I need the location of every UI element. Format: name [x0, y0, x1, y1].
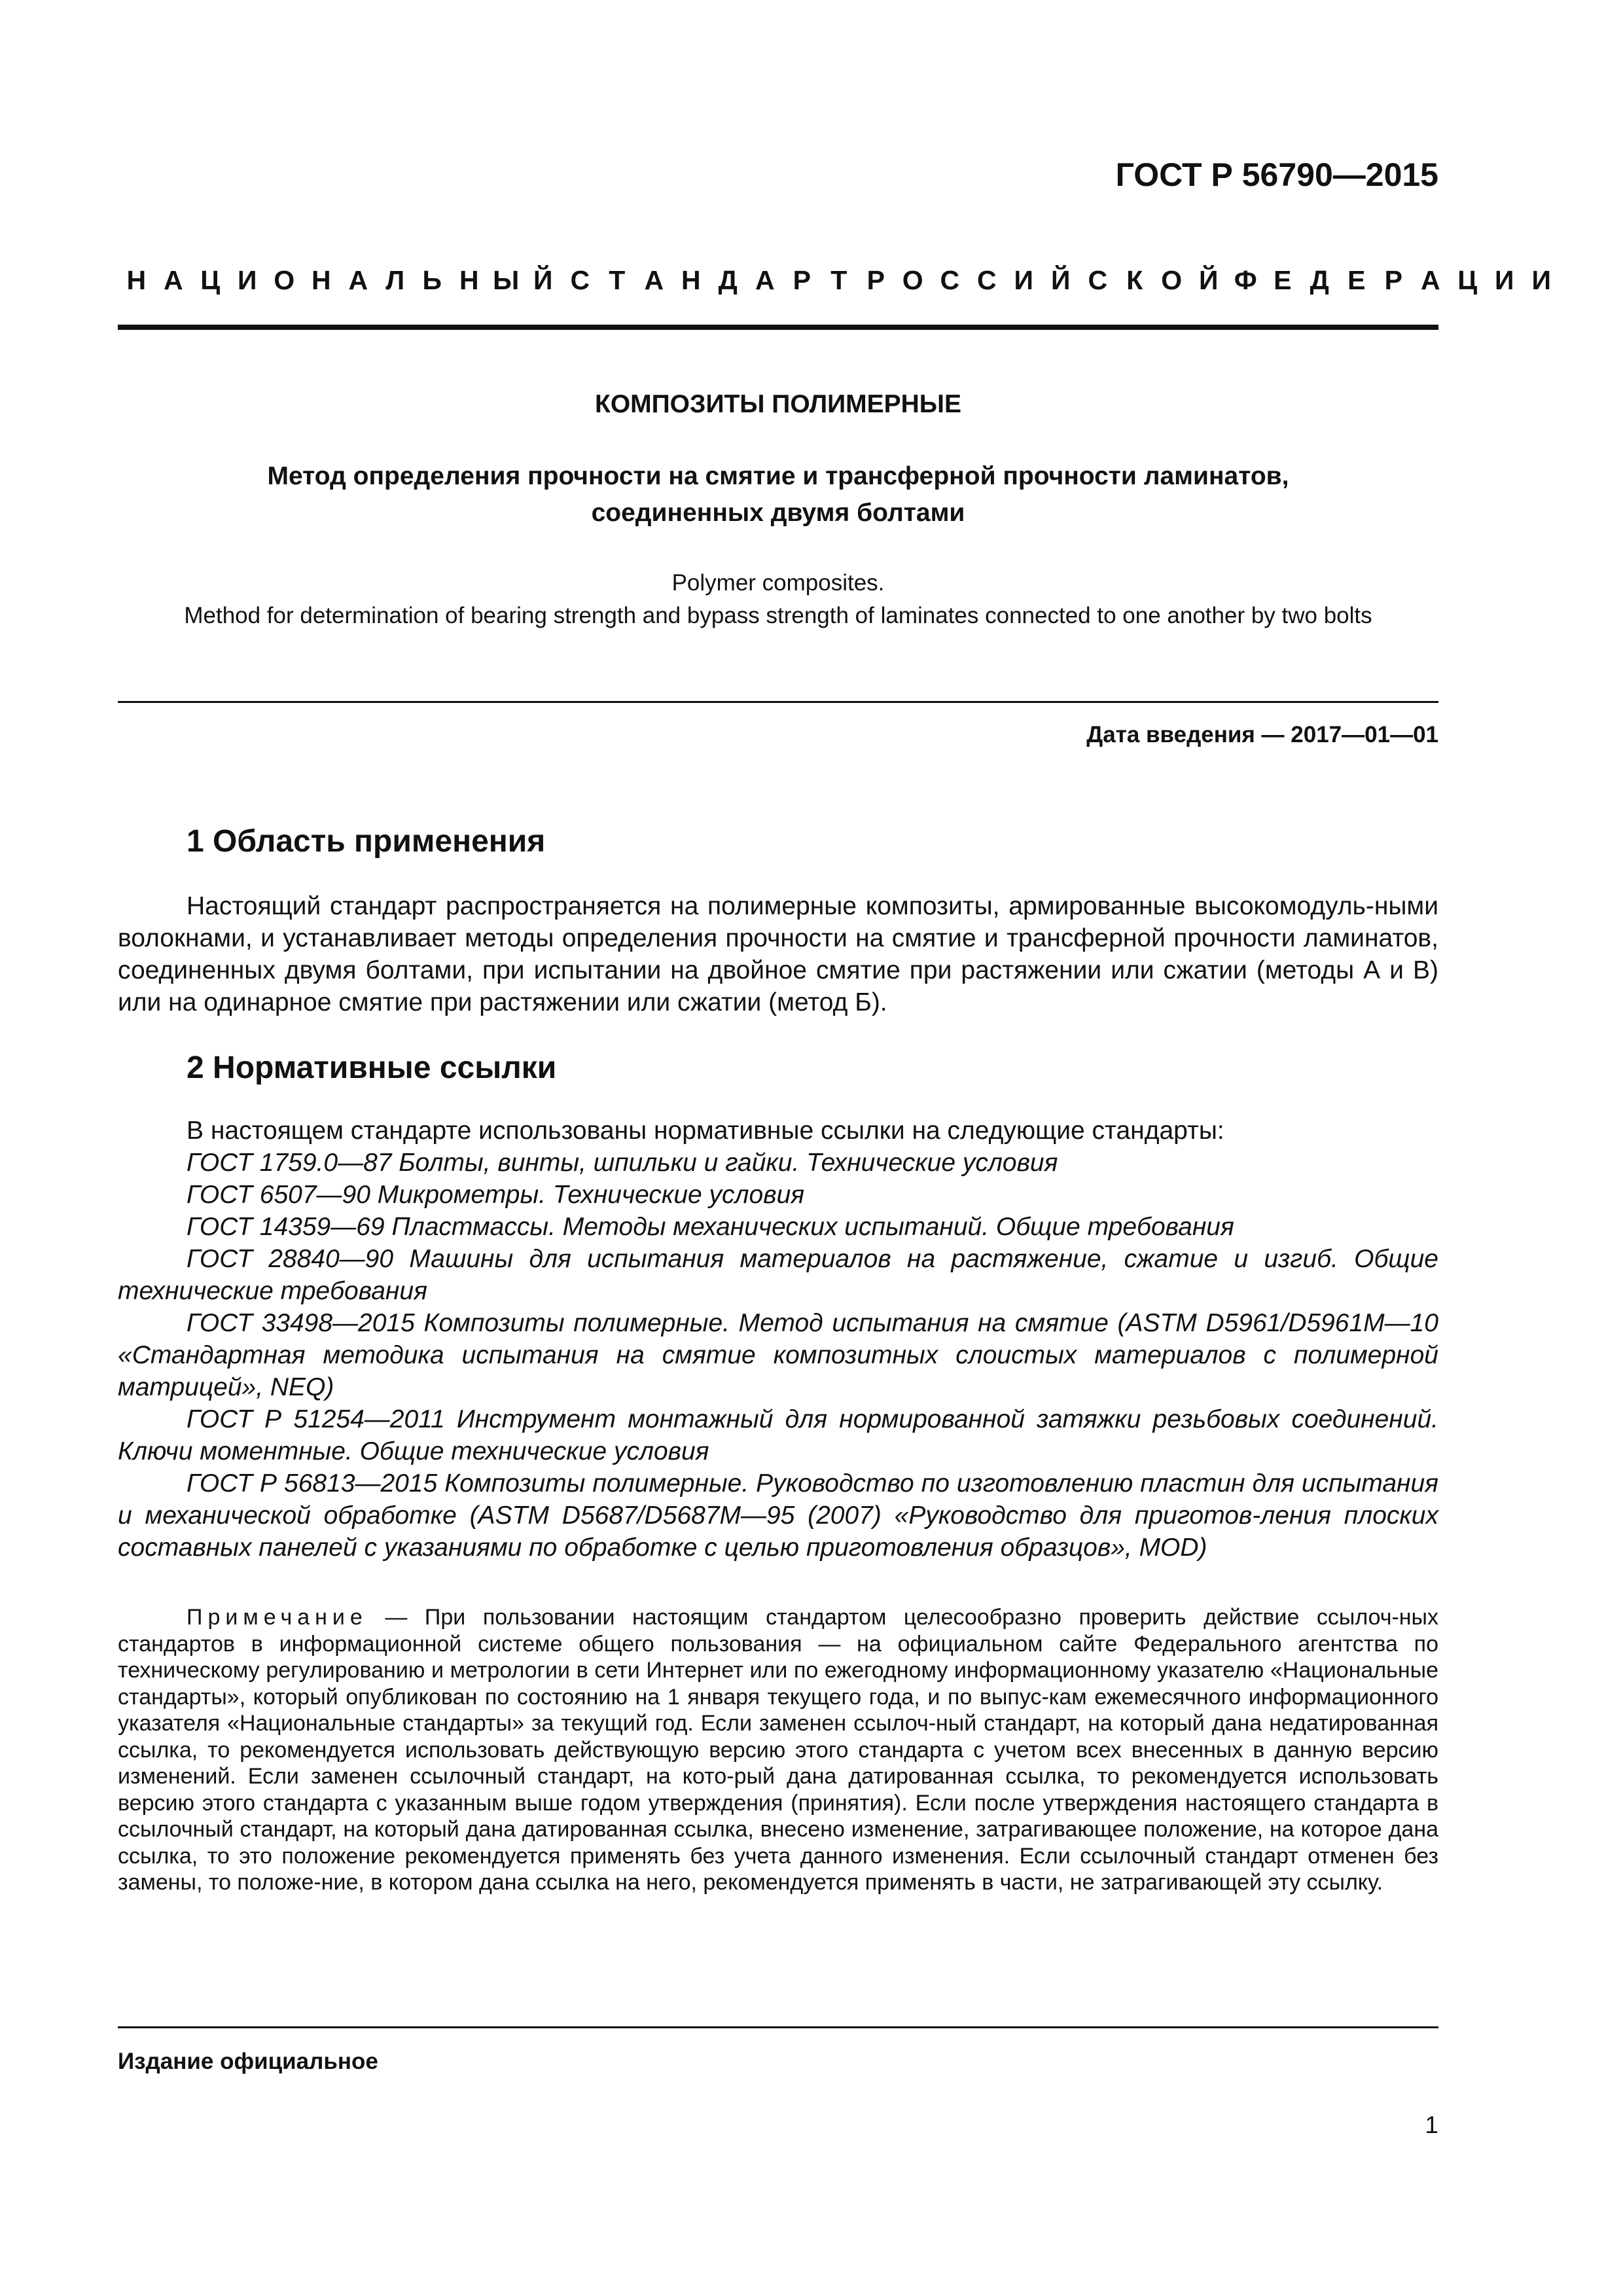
org-letter: Р: [1384, 265, 1402, 295]
section-1-paragraph: Настоящий стандарт распространяется на полимерные композиты, армированные высокомодуль-ными волокнами, и устанавливает методы определения прочности на смятие и трансферной прочности ламинатов, соединенных двумя болтами, при испытании на двойное смятие при растяжении или сжатии (методы А и В) или на одинарное смятие при растяжении или сжатии (метод Б).: [118, 892, 1438, 1016]
note-label: Примечание: [187, 1605, 368, 1630]
reference-item: ГОСТ Р 51254—2011 Инструмент монтажный для нормированной затяжки резьбовых соединений. Ключи моментные. Общие технические условия: [118, 1405, 1438, 1465]
org-letter: Т: [830, 265, 847, 295]
org-letter: С: [1088, 265, 1108, 295]
org-letter: С: [976, 265, 997, 295]
org-letter: А: [755, 265, 775, 295]
org-letter: Й: [533, 265, 553, 295]
org-letter: Й: [1051, 265, 1071, 295]
org-letter: И: [1495, 265, 1514, 295]
org-letter: О: [902, 265, 923, 295]
subtitle-line: соединенных двумя болтами: [591, 499, 965, 527]
org-letter: О: [1161, 265, 1183, 295]
org-letter: К: [1126, 265, 1143, 295]
org-letter: Д: [1310, 265, 1329, 295]
page-number: 1: [1425, 2111, 1438, 2138]
org-letter: А: [163, 265, 183, 295]
org-letter: Ы: [493, 265, 520, 295]
document-title: КОМПОЗИТЫ ПОЛИМЕРНЫЕ: [595, 390, 961, 418]
document-code: ГОСТ Р 56790—2015: [1115, 156, 1438, 193]
edition-label: Издание официальное: [118, 2049, 378, 2074]
org-letter: А: [644, 265, 664, 295]
org-letter: И: [1531, 265, 1551, 295]
org-letter: Ф: [1234, 265, 1257, 295]
reference-item: ГОСТ 1759.0—87 Болты, винты, шпильки и гайки. Технические условия: [187, 1149, 1058, 1177]
org-letter: Н: [681, 265, 701, 295]
org-word-4: [1227, 265, 1560, 296]
org-letter: Д: [718, 265, 738, 295]
org-word-1: [118, 265, 562, 296]
org-letter: Ц: [200, 265, 221, 295]
org-letter: Р: [866, 265, 885, 295]
document-subtitle: [118, 458, 1438, 531]
introduction-date: Дата введения — 2017—01—01: [1086, 722, 1438, 747]
reference-item: ГОСТ 6507—90 Микрометры. Технические условия: [187, 1181, 805, 1209]
org-letter: И: [1014, 265, 1033, 295]
reference-item: ГОСТ 28840—90 Машины для испытания материалов на растяжение, сжатие и изгиб. Общие технические требования: [118, 1245, 1438, 1305]
org-letter: А: [348, 265, 368, 295]
reference-item: ГОСТ 14359—69 Пластмассы. Методы механических испытаний. Общие требования: [187, 1213, 1234, 1241]
subtitle-line: Метод определения прочности на смятие и трансферной прочности ламинатов,: [267, 462, 1289, 490]
org-letter: Ц: [1457, 265, 1478, 295]
note-text: — При пользовании настоящим стандартом целесообразно проверить действие ссылоч-ных стандартов в информационной системе общего пользования — на официальном сайте Федерального агентства по техническому регулированию и метрологии в сети Интернет или по ежегодному информационному указателю «Национальные стандарты», который опубликован по состоянию на 1 января текущего года, и по выпус-кам ежемесячного информационного указателя «Национальные стандарты» за текущий год. Если заменен ссылоч-ный стандарт, на который дана недатированная ссылка, то рекомендуется использовать действующую версию этого стандарта с учетом всех внесенных в данную версию изменений. Если заменен ссылочный стандарт, на кото-рый дана датированная ссылка, то рекомендуется использовать версию этого стандарта с указанным выше годом утверждения (принятия). Если после утверждения настоящего стандарта в ссылочный стандарт, на который дана датированная ссылка, внесено изменение, затрагивающее положение, на которое дана ссылка, то это положение рекомендуется применять без учета данного изменения. Если ссылочный стандарт отменен без замены, то положе-ние, в котором дана ссылка на него, рекомендуется применять в части, не затрагивающей эту ссылку.: [118, 1605, 1438, 1895]
org-letter: С: [570, 265, 590, 295]
org-letter: Е: [1274, 265, 1292, 295]
section-2-intro: В настоящем стандарте использованы нормативные ссылки на следующие стандарты:: [187, 1117, 1224, 1145]
org-letter: А: [1420, 265, 1440, 295]
english-title: [118, 567, 1438, 632]
footer-rule: [118, 2026, 1438, 2028]
english-title-line: Polymer composites.: [671, 570, 885, 596]
org-letter: Т: [609, 265, 626, 295]
section-1-heading: 1 Область применения: [187, 824, 546, 859]
reference-item: ГОСТ Р 56813—2015 Композиты полимерные. Руководство по изготовлению пластин для испытания и механической обработке (ASTM D5687/D5687M—95 (2007) «Руководство для приготов-ления плоских составных панелей с указаниями по обработке с целью приготовления образцов», MOD): [118, 1469, 1438, 1562]
org-letter: Ь: [422, 265, 442, 295]
org-letter: С: [940, 265, 960, 295]
organization-title: [118, 265, 1551, 296]
title-divider: [118, 701, 1438, 703]
org-word-3: [857, 265, 1227, 296]
org-letter: Н: [459, 265, 479, 295]
org-letter: Й: [1199, 265, 1219, 295]
org-letter: Р: [793, 265, 811, 295]
note-block: [118, 1604, 1438, 1896]
section-2-heading: 2 Нормативные ссылки: [187, 1050, 557, 1085]
org-letter: Л: [385, 265, 405, 295]
org-word-2: [562, 265, 857, 296]
org-letter: И: [238, 265, 257, 295]
org-letter: Н: [311, 265, 331, 295]
reference-item: ГОСТ 33498—2015 Композиты полимерные. Метод испытания на смятие (ASTM D5961/D5961M—10 «Стандартная методика испытания на смятие композитных слоистых материалов с полимерной матрицей», NEQ): [118, 1309, 1438, 1401]
org-letter: Е: [1347, 265, 1366, 295]
org-letter: Н: [126, 265, 147, 295]
english-title-line: Method for determination of bearing strength and bypass strength of laminates connected to one another by two bolts: [184, 603, 1372, 628]
header-rule: [118, 325, 1438, 330]
org-letter: О: [274, 265, 295, 295]
